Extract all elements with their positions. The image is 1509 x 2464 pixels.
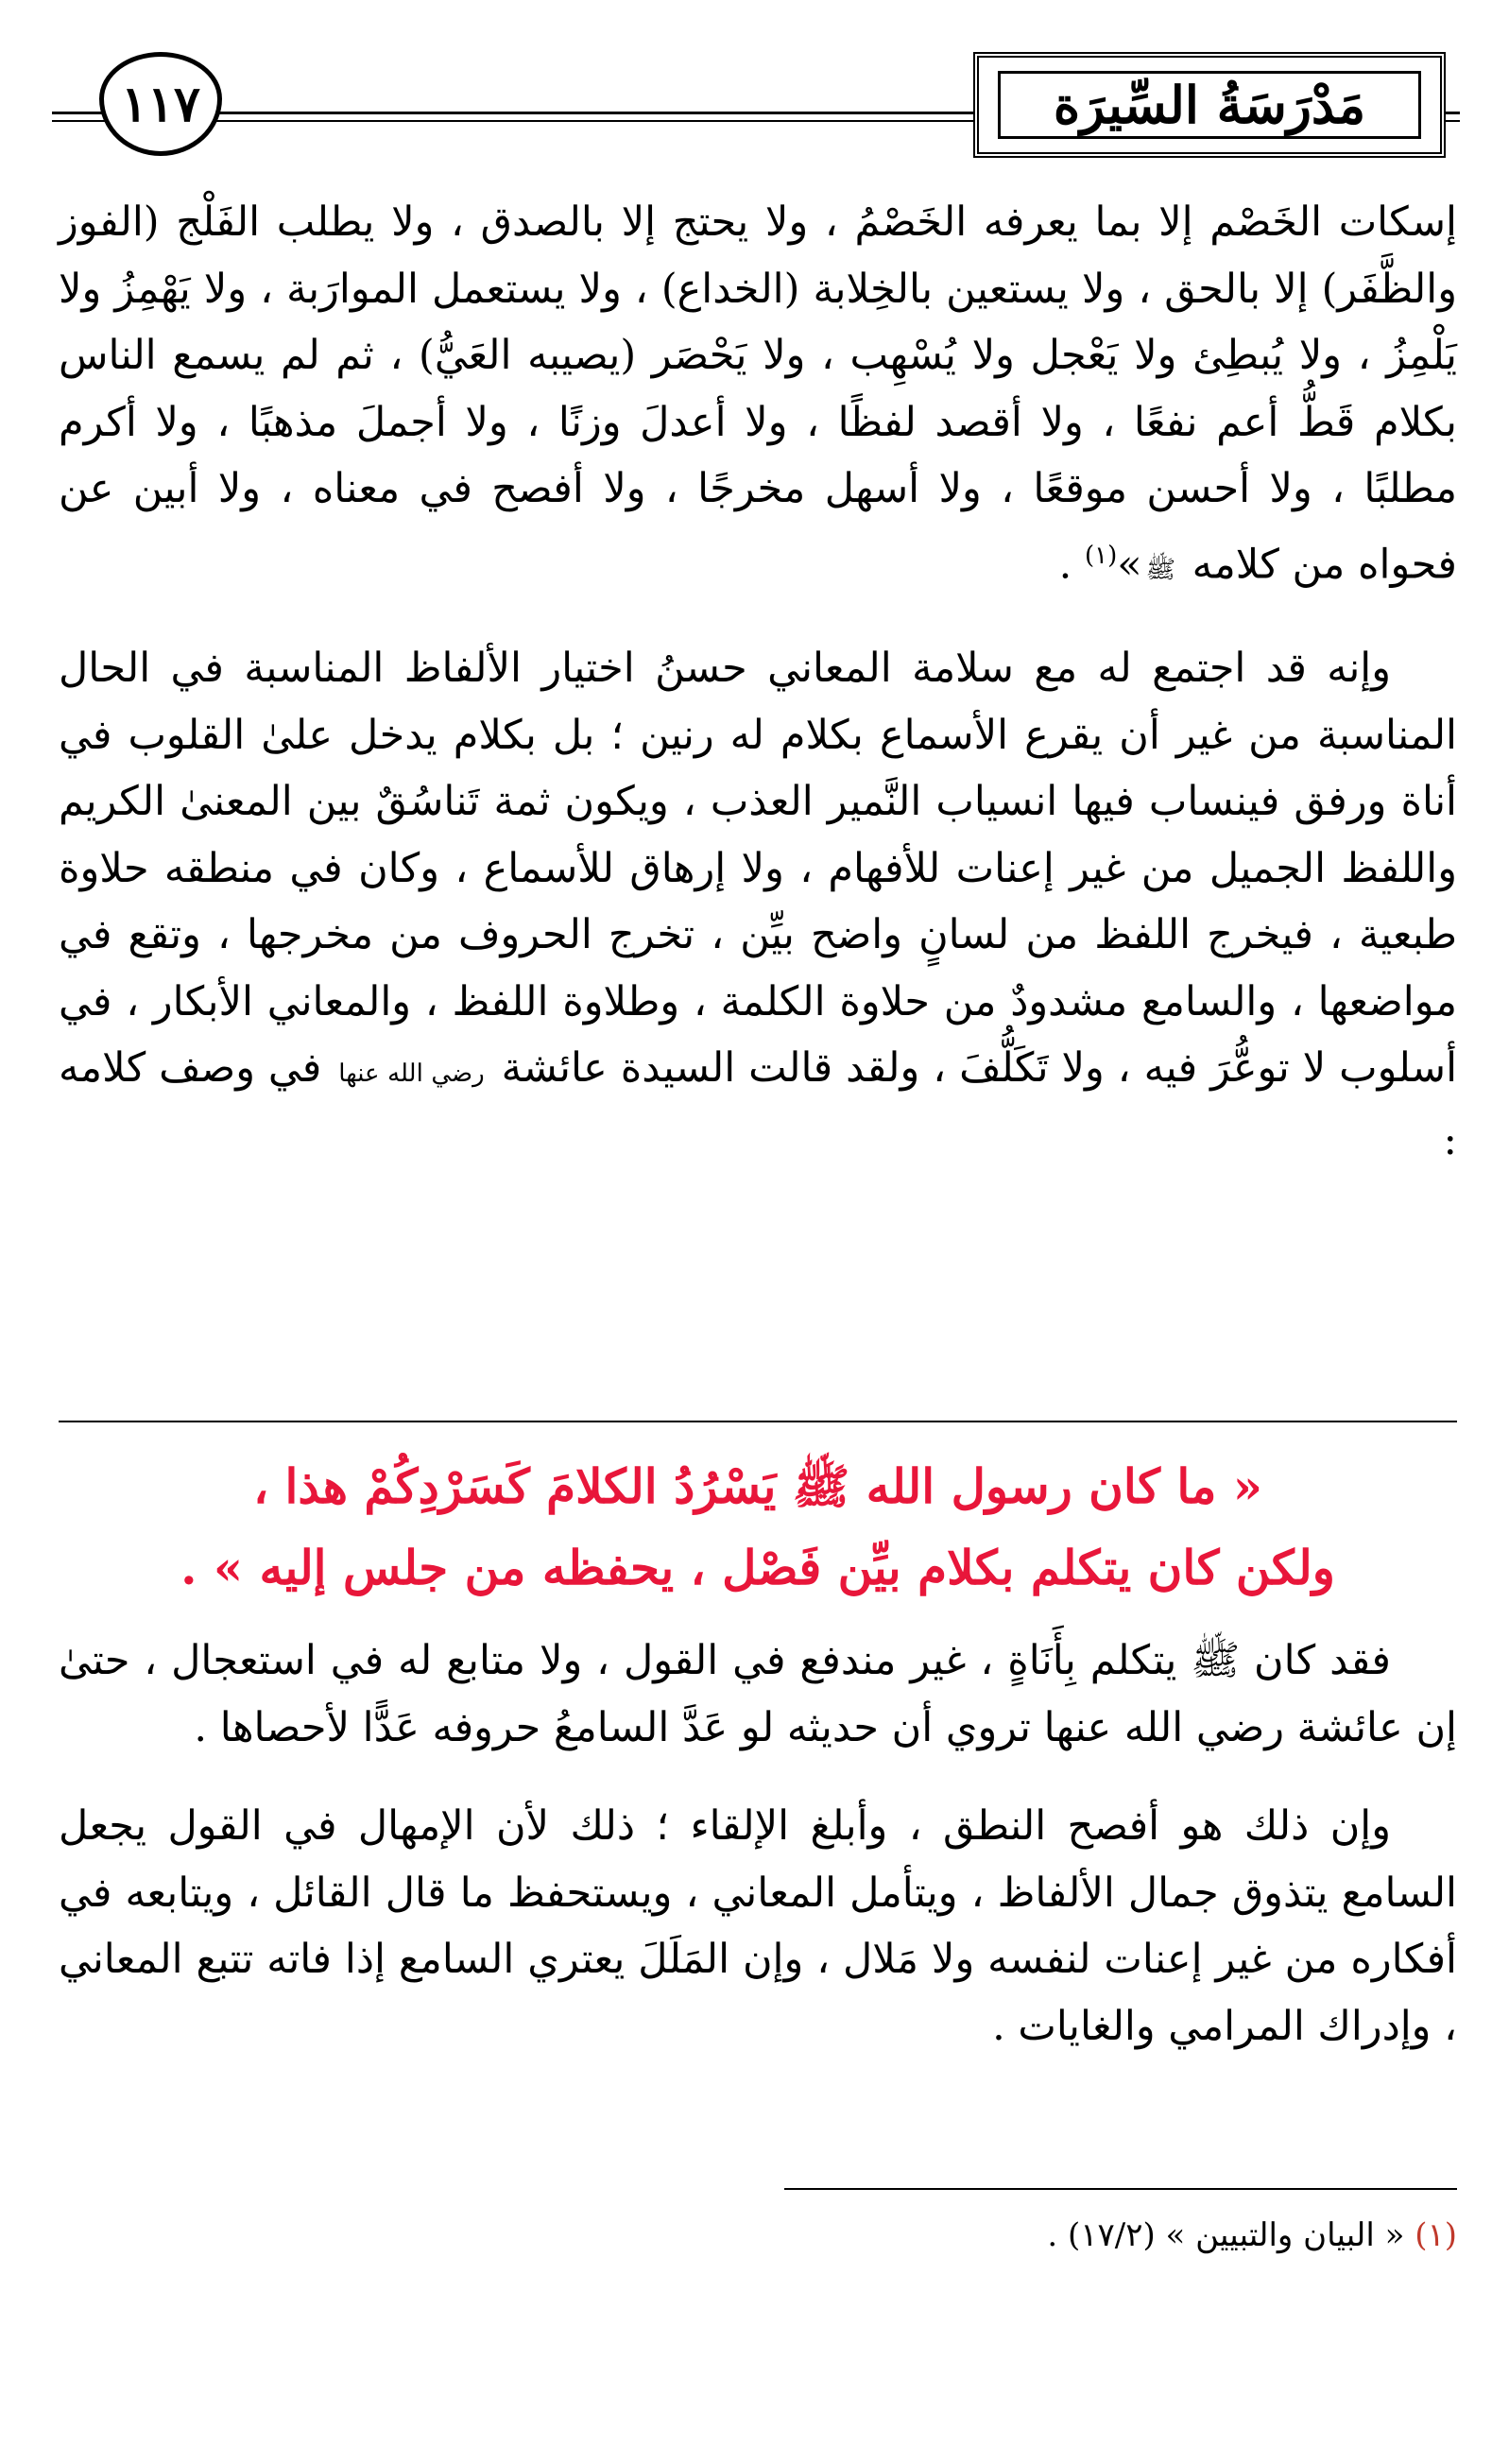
paragraph-1: إسكات الخَصْم إلا بما يعرفه الخَصْمُ ، ولا يحتج إلا بالصدق ، ولا يطلب الفَلْج (الفوز والظَّفَر) إلا بالحق ، ولا يستعين بالخِلابة (الخداع) ، ولا يستعمل الموارَبة ، ولا يَهْمِزُ ولا يَلْمِزُ ، ولا يُبطِئ ولا يَعْجل ولا يُسْهِب ، ولا يَحْصَر (يصيبه العَيُّ) ، ثم لم يسمع الناس بكلام قَطُّ أعم نفعًا ، ولا أقصد لفظًا ، ولا أعدلَ وزنًا ، ولا أجملَ مذهبًا ، ولا أكرم مطلبًا ، ولا أحسن موقعًا ، ولا أسهل مخرجًا ، ولا أفصح في معناه ، ولا أبين عن فحواه من كلامه ﷺ»$^{(١)}$ . [59,198,1457,588]
paragraph-2 [59,635,1457,1174]
footnote-number: (١) [1415,2216,1457,2254]
hadith-quote [59,1446,1457,1609]
quote-line-2: ولكن كان يتكلم بكلام بيِّن فَصْل ، يحفظه من جلس إليه » . [180,1540,1335,1595]
quote-line-1: « ما كان رسول الله ﷺ يَسْرُدُ الكلامَ كَسَرْدِكُمْ هذا ، [252,1458,1263,1514]
main-text-continued [59,1628,1457,2059]
footnote-text: « البيان والتبيين » (١٧/٢) . [1047,2216,1405,2254]
radiya-glyph: رضي الله عنها [338,1060,485,1089]
main-text [59,189,1457,1174]
paragraph-2-text: وإنه قد اجتمع له مع سلامة المعاني حسنُ اختيار الألفاظ المناسبة في الحال المناسبة من غير أن يقرع الأسماع بكلام له رنين ؛ بل بكلام يدخل علىٰ القلوب في أناة ورفق فينساب فيها انسياب النَّمير العذب ، ويكون ثمة تَناسُقٌ بين المعنىٰ الكريم واللفظ الجميل من غير إعنات للأفهام ، ولا إرهاق للأسماع ، وكان في منطقه حلاوة طبعية ، فيخرج اللفظ من لسانٍ واضح بيِّن ، تخرج الحروف من مخرجها ، وتقع في مواضعها ، والسامع مشدودٌ من حلاوة الكلمة ، وطلاوة اللفظ ، والمعاني الأبكار ، في أسلوب لا توعُّرَ فيه ، ولا تَكَلُّفَ ، ولقد قالت السيدة عائشة [59,645,1458,1093]
paragraph-4: وإن ذلك هو أفصح النطق ، وأبلغ الإلقاء ؛ ذلك لأن الإمهال في القول يجعل السامع يتذوق جمال الألفاظ ، ويتأمل المعاني ، ويستحفظ ما قال القائل ، ويتابعه في أفكاره من غير إعنات لنفسه ولا مَلال ، وإن المَلَلَ يعتري السامع إذا فاته تتبع المعاني ، وإدراك المرامي والغايات . [59,1802,1457,2050]
salawat-glyph: ﷺ [1145,555,1175,584]
paragraph-2-end: في وصف كلامه : [59,1044,1457,1164]
footnote [59,2212,1457,2259]
footnote-reference: (١) [1084,541,1118,570]
page-number: ١١٧ [99,52,222,156]
footnote-rule [784,2188,1457,2190]
paragraph-3: فقد كان ﷺ يتكلم بِأَنَاةٍ ، غير مندفع في القول ، ولا متابع له في استعجال ، حتىٰ إن عائشة رضي الله عنها تروي أن حديثه لو عَدَّ السامعُ حروفه عَدًّا لأحصاها . [59,1637,1457,1751]
book-title: مَدْرَسَةُ السِّيرَة [998,71,1422,139]
book-title-banner [973,52,1446,158]
quote-separator [59,1421,1457,1422]
paragraph-1-text: إسكات الخَصْم إلا بما يعرفه الخَصْمُ ، ولا يحتج إلا بالصدق ، ولا يطلب الفَلْج (الفوز والظَّفَر) إلا بالحق ، ولا يستعين بالخِلابة (الخداع) ، ولا يستعمل الموارَبة ، ولا يَهْمِزُ ولا يَلْمِزُ ، ولا يُبطِئ ولا يَعْجل ولا يُسْهِب ، ولا يَحْصَر (يصيبه العَيُّ) ، ثم لم يسمع الناس بكلام قَطُّ أعم نفعًا ، ولا أقصد لفظًا ، ولا أعدلَ وزنًا ، ولا أجملَ مذهبًا ، ولا أكرم مطلبًا ، ولا أحسن موقعًا ، ولا أسهل مخرجًا ، ولا أفصح في معناه ، ولا أبين عن فحواه من كلامه [59,198,1457,588]
